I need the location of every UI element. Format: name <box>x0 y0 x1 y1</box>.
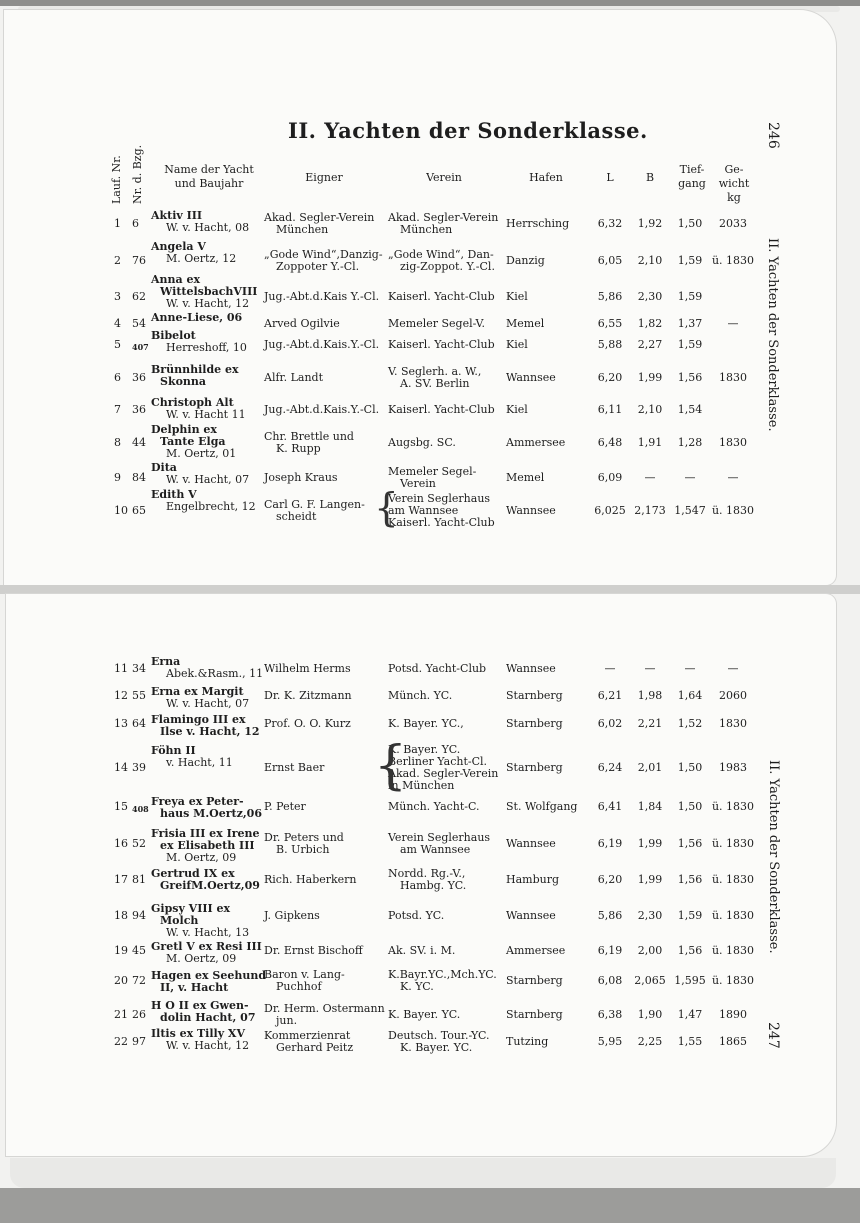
row-owner: J. Gipkens <box>264 909 320 922</box>
row-harbor: Starnberg <box>506 974 563 987</box>
row-owner: Akad. Segler-Verein <box>264 211 375 224</box>
row-builder-year: W. v. Hacht, 13 <box>166 926 250 939</box>
row-yacht-name: Erna ex Margit <box>151 685 244 698</box>
brace-mark: { <box>374 486 399 531</box>
row-length: 5,86 <box>597 290 623 303</box>
row-draft: 1,50 <box>677 800 703 813</box>
row-club: V. Seglerh. a. W., <box>388 365 482 378</box>
row-draft: 1,59 <box>677 254 703 267</box>
row-lauf-nr: 8 <box>114 436 121 449</box>
row-owner: Dr. Peters und <box>264 831 344 844</box>
row-lauf-nr: 12 <box>114 689 128 702</box>
row-owner: jun. <box>276 1014 298 1027</box>
row-club: Verein Seglerhaus <box>388 492 491 505</box>
row-yacht-name-cont: Ilse v. Hacht, 12 <box>160 725 260 738</box>
row-beam: 2,25 <box>637 1035 663 1048</box>
row-club: „Gode Wind“, Dan- <box>388 248 494 261</box>
row-length: 5,86 <box>597 909 623 922</box>
row-draft: — <box>684 662 696 675</box>
row-lauf-nr: 14 <box>114 761 128 774</box>
row-owner: Wilhelm Herms <box>264 662 351 675</box>
row-nr-bzg: 52 <box>132 837 146 850</box>
row-nr-bzg: 65 <box>132 504 146 517</box>
row-owner: Prof. O. O. Kurz <box>264 717 351 730</box>
row-draft: 1,547 <box>674 504 706 517</box>
row-nr-bzg: 39 <box>132 761 146 774</box>
row-owner: Puchhof <box>276 980 322 993</box>
row-nr-bzg: 407 <box>132 342 149 352</box>
row-yacht-name-cont: ex Elisabeth III <box>160 839 255 852</box>
row-draft: — <box>684 471 696 484</box>
row-owner: Ernst Baer <box>264 761 325 774</box>
row-nr-bzg: 408 <box>132 804 149 814</box>
header-verein: Verein <box>426 171 462 184</box>
row-length: 6,41 <box>597 800 623 813</box>
row-weight: ü. 1830 <box>711 800 755 813</box>
row-yacht-name: Gipsy VIII ex <box>151 902 231 915</box>
row-owner: München <box>276 223 329 236</box>
row-owner: „Gode Wind“,Danzig- <box>264 248 383 261</box>
row-weight: 1865 <box>719 1035 747 1048</box>
row-length: 6,09 <box>597 471 623 484</box>
row-harbor: Danzig <box>506 254 545 267</box>
row-harbor: Ammersee <box>506 944 566 957</box>
header-lauf-nr: Lauf. Nr. <box>110 155 123 204</box>
row-club: Nordd. Rg.-V., <box>388 867 466 880</box>
row-nr-bzg: 26 <box>132 1008 146 1021</box>
brace-mark: { <box>374 736 408 796</box>
row-length: 6,02 <box>597 717 623 730</box>
row-yacht-name: Brünnhilde ex <box>151 363 239 376</box>
row-club: Berliner Yacht-Cl. <box>388 755 488 768</box>
row-weight: ü. 1830 <box>711 944 755 957</box>
row-nr-bzg: 84 <box>132 471 146 484</box>
row-builder-year: W. v. Hacht, 12 <box>166 297 250 310</box>
row-beam: 2,01 <box>637 761 663 774</box>
row-club: Potsd. Yacht-Club <box>388 662 487 675</box>
row-harbor: Memel <box>506 317 545 330</box>
row-harbor: Starnberg <box>506 689 563 702</box>
page-edge-bottom <box>10 1158 836 1188</box>
row-draft: 1,64 <box>677 689 703 702</box>
row-builder-year: M. Oertz, 12 <box>166 252 237 265</box>
row-lauf-nr: 21 <box>114 1008 128 1021</box>
row-nr-bzg: 97 <box>132 1035 146 1048</box>
row-weight: — <box>727 317 739 330</box>
row-harbor: Wannsee <box>506 504 556 517</box>
row-club: Augsbg. SC. <box>388 436 456 449</box>
row-lauf-nr: 1 <box>114 217 121 230</box>
header-name: Name der Yacht und Baujahr <box>164 163 254 190</box>
row-yacht-name-cont: GreifM.Oertz,09 <box>160 879 260 892</box>
row-beam: 1,84 <box>637 800 663 813</box>
row-owner: K. Rupp <box>276 442 321 455</box>
row-beam: 2,10 <box>637 403 663 416</box>
row-weight: ü. 1830 <box>711 974 755 987</box>
row-club: Kaiserl. Yacht-Club <box>388 338 495 351</box>
row-club: Münch. Yacht-C. <box>388 800 480 813</box>
row-beam: 2,27 <box>637 338 663 351</box>
row-yacht-name: Gertrud IX ex <box>151 867 235 880</box>
row-club: Potsd. YC. <box>388 909 445 922</box>
row-length: 6,38 <box>597 1008 623 1021</box>
row-yacht-name: Dita <box>151 461 177 474</box>
row-owner: Dr. Ernst Bischoff <box>264 944 363 957</box>
row-lauf-nr: 9 <box>114 471 121 484</box>
row-owner: Jug.-Abt.d.Kais.Y.-Cl. <box>264 338 380 351</box>
row-builder-year: Herreshoff, 10 <box>166 341 247 354</box>
row-nr-bzg: 76 <box>132 254 146 267</box>
row-nr-bzg: 45 <box>132 944 146 957</box>
row-club: Memeler Segel-V. <box>388 317 486 330</box>
row-draft: 1,54 <box>677 403 703 416</box>
row-beam: 2,21 <box>637 717 663 730</box>
row-builder-year: Abek.&Rasm., 11 <box>166 667 264 680</box>
row-nr-bzg: 36 <box>132 371 146 384</box>
row-lauf-nr: 5 <box>114 338 121 351</box>
row-club: A. SV. Berlin <box>400 377 470 390</box>
row-yacht-name: Gretl V ex Resi III <box>151 940 262 953</box>
row-length: 6,55 <box>597 317 623 330</box>
row-yacht-name: Anne-Liese, 06 <box>151 311 243 324</box>
row-yacht-name-cont: haus M.Oertz,06 <box>160 807 262 820</box>
row-beam: 2,065 <box>634 974 666 987</box>
page-seam <box>0 585 860 594</box>
row-yacht-name-cont: WittelsbachVIII <box>160 285 258 298</box>
row-length: 6,21 <box>597 689 623 702</box>
row-owner: Jug.-Abt.d.Kais.Y.-Cl. <box>264 403 380 416</box>
row-draft: 1,56 <box>677 873 703 886</box>
row-yacht-name: Frisia III ex Irene <box>151 827 260 840</box>
row-harbor: Wannsee <box>506 662 556 675</box>
row-lauf-nr: 3 <box>114 290 121 303</box>
row-harbor: Wannsee <box>506 837 556 850</box>
row-owner: P. Peter <box>264 800 306 813</box>
scan-border-bottom <box>0 1188 860 1223</box>
row-length: 6,19 <box>597 837 623 850</box>
row-harbor: Hamburg <box>506 873 560 886</box>
row-harbor: St. Wolfgang <box>506 800 578 813</box>
row-yacht-name: Edith V <box>151 488 197 501</box>
row-harbor: Starnberg <box>506 717 563 730</box>
row-beam: 1,99 <box>637 371 663 384</box>
row-lauf-nr: 11 <box>114 662 128 675</box>
row-length: 6,20 <box>597 873 623 886</box>
row-owner: Kommerzienrat <box>264 1029 351 1042</box>
row-club: am Wannsee <box>400 843 471 856</box>
row-builder-year: Engelbrecht, 12 <box>166 500 256 513</box>
row-weight: 1890 <box>719 1008 747 1021</box>
row-builder-year: W. v. Hacht, 07 <box>166 697 250 710</box>
row-builder-year: M. Oertz, 01 <box>166 447 237 460</box>
row-length: 6,05 <box>597 254 623 267</box>
row-nr-bzg: 81 <box>132 873 146 886</box>
row-lauf-nr: 4 <box>114 317 121 330</box>
row-beam: 1,90 <box>637 1008 663 1021</box>
row-yacht-name: Hagen ex Seehund <box>151 969 267 982</box>
row-harbor: Kiel <box>506 403 528 416</box>
row-club: Verein <box>400 477 436 490</box>
row-beam: 1,92 <box>637 217 663 230</box>
row-yacht-name-cont: Skonna <box>160 375 207 388</box>
row-lauf-nr: 16 <box>114 837 128 850</box>
row-lauf-nr: 19 <box>114 944 128 957</box>
row-owner: Dr. K. Zitzmann <box>264 689 352 702</box>
row-weight: ü. 1830 <box>711 909 755 922</box>
row-weight: — <box>727 471 739 484</box>
header-hafen: Hafen <box>529 171 563 184</box>
row-weight: ü. 1830 <box>711 254 755 267</box>
row-draft: 1,28 <box>677 436 703 449</box>
row-draft: 1,59 <box>677 290 703 303</box>
row-yacht-name: Delphin ex <box>151 423 217 436</box>
row-yacht-name: Bibelot <box>151 329 196 342</box>
header-nr-bzg: Nr. d. Bzg. <box>131 144 144 204</box>
row-yacht-name-cont: Molch <box>160 914 199 927</box>
row-yacht-name-cont: Tante Elga <box>160 435 226 448</box>
row-owner: scheidt <box>276 510 317 523</box>
row-club: K.Bayr.YC.,Mch.YC. <box>388 968 497 981</box>
row-length: 6,48 <box>597 436 623 449</box>
row-yacht-name: Angela V <box>151 240 206 253</box>
row-lauf-nr: 20 <box>114 974 128 987</box>
row-builder-year: M. Oertz, 09 <box>166 952 237 965</box>
row-club: Kaiserl. Yacht-Club <box>388 290 495 303</box>
row-owner: Gerhard Peitz <box>276 1041 354 1054</box>
row-club: München <box>400 223 453 236</box>
row-owner: Alfr. Landt <box>264 371 323 384</box>
row-owner: Zoppoter Y.-Cl. <box>276 260 360 273</box>
row-nr-bzg: 6 <box>132 217 139 230</box>
row-harbor: Tutzing <box>506 1035 549 1048</box>
row-lauf-nr: 7 <box>114 403 121 416</box>
row-length: 6,24 <box>597 761 623 774</box>
row-yacht-name: H O II ex Gwen- <box>151 999 249 1012</box>
page-title: II. Yachten der Sonderklasse. <box>288 118 648 143</box>
row-beam: 2,30 <box>637 909 663 922</box>
row-length: 6,20 <box>597 371 623 384</box>
row-club: K. Bayer. YC. <box>388 1008 461 1021</box>
row-yacht-name: Christoph Alt <box>151 396 234 409</box>
row-club: zig-Zoppot. Y.-Cl. <box>400 260 495 273</box>
row-draft: 1,595 <box>674 974 706 987</box>
row-nr-bzg: 94 <box>132 909 146 922</box>
row-owner: Baron v. Lang- <box>264 968 345 981</box>
row-weight: ü. 1830 <box>711 504 755 517</box>
row-draft: 1,56 <box>677 837 703 850</box>
row-club: K. YC. <box>400 980 434 993</box>
row-draft: 1,56 <box>677 944 703 957</box>
running-head-top: II. Yachten der Sonderklasse. <box>765 238 780 432</box>
row-length: 6,11 <box>597 403 623 416</box>
row-yacht-name: Erna <box>151 655 181 668</box>
row-harbor: Starnberg <box>506 1008 563 1021</box>
row-nr-bzg: 44 <box>132 436 146 449</box>
header-gewicht: Ge- wicht kg <box>718 163 750 204</box>
row-beam: 2,173 <box>634 504 666 517</box>
row-club: in München <box>388 779 455 792</box>
row-draft: 1,55 <box>677 1035 703 1048</box>
row-nr-bzg: 54 <box>132 317 146 330</box>
row-nr-bzg: 64 <box>132 717 146 730</box>
row-draft: 1,50 <box>677 761 703 774</box>
row-weight: 2033 <box>719 217 747 230</box>
page-number-bottom: 247 <box>765 1022 781 1049</box>
row-weight: 1983 <box>719 761 747 774</box>
row-draft: 1,59 <box>677 909 703 922</box>
row-length: 6,08 <box>597 974 623 987</box>
row-lauf-nr: 6 <box>114 371 121 384</box>
header-tiefgang: Tief- gang <box>678 163 706 190</box>
row-yacht-name: Freya ex Peter- <box>151 795 244 808</box>
row-length: 5,88 <box>597 338 623 351</box>
row-owner: B. Urbich <box>276 843 330 856</box>
row-length: 6,025 <box>594 504 626 517</box>
row-club: Ak. SV. i. M. <box>388 944 456 957</box>
row-draft: 1,50 <box>677 217 703 230</box>
row-weight: — <box>727 662 739 675</box>
row-builder-year: v. Hacht, 11 <box>166 756 233 769</box>
row-harbor: Wannsee <box>506 909 556 922</box>
row-club: Deutsch. Tour.-YC. <box>388 1029 490 1042</box>
row-beam: 1,91 <box>637 436 663 449</box>
row-owner: Chr. Brettle und <box>264 430 354 443</box>
row-harbor: Memel <box>506 471 545 484</box>
row-club: Akad. Segler-Verein <box>388 767 499 780</box>
row-harbor: Starnberg <box>506 761 563 774</box>
row-owner: Dr. Herm. Ostermann <box>264 1002 385 1015</box>
row-draft: 1,37 <box>677 317 703 330</box>
row-lauf-nr: 2 <box>114 254 121 267</box>
row-club: Memeler Segel- <box>388 465 477 478</box>
page-number-top: 246 <box>765 122 781 149</box>
row-club: K. Bayer. YC. <box>388 743 461 756</box>
row-beam: 1,99 <box>637 837 663 850</box>
row-beam: 1,82 <box>637 317 663 330</box>
row-draft: 1,59 <box>677 338 703 351</box>
row-yacht-name: Aktiv III <box>151 209 203 222</box>
row-owner: Joseph Kraus <box>264 471 338 484</box>
row-builder-year: W. v. Hacht, 07 <box>166 473 250 486</box>
row-weight: 1830 <box>719 371 747 384</box>
row-owner: Rich. Haberkern <box>264 873 357 886</box>
row-beam: — <box>644 471 656 484</box>
row-beam: 1,98 <box>637 689 663 702</box>
row-draft: 1,52 <box>677 717 703 730</box>
row-harbor: Kiel <box>506 290 528 303</box>
row-harbor: Ammersee <box>506 436 566 449</box>
row-club: Akad. Segler-Verein <box>388 211 499 224</box>
row-owner: Carl G. F. Langen- <box>264 498 365 511</box>
row-nr-bzg: 36 <box>132 403 146 416</box>
row-length: 6,32 <box>597 217 623 230</box>
row-yacht-name: Anna ex <box>151 273 201 286</box>
row-length: — <box>604 662 616 675</box>
row-beam: — <box>644 662 656 675</box>
row-weight: 1830 <box>719 717 747 730</box>
row-nr-bzg: 55 <box>132 689 146 702</box>
row-weight: 2060 <box>719 689 747 702</box>
row-harbor: Wannsee <box>506 371 556 384</box>
row-club: am Wannsee <box>388 504 459 517</box>
row-harbor: Herrsching <box>506 217 570 230</box>
row-yacht-name-cont: dolin Hacht, 07 <box>160 1011 256 1024</box>
row-lauf-nr: 15 <box>114 800 128 813</box>
row-beam: 2,00 <box>637 944 663 957</box>
row-weight: 1830 <box>719 436 747 449</box>
row-draft: 1,56 <box>677 371 703 384</box>
header-eigner: Eigner <box>305 171 343 184</box>
row-club: K. Bayer. YC. <box>400 1041 473 1054</box>
row-lauf-nr: 22 <box>114 1035 128 1048</box>
row-yacht-name: Iltis ex Tilly XV <box>151 1027 246 1040</box>
row-club: Verein Seglerhaus <box>388 831 491 844</box>
row-yacht-name: Föhn II <box>151 744 196 757</box>
row-harbor: Kiel <box>506 338 528 351</box>
row-builder-year: M. Oertz, 09 <box>166 851 237 864</box>
row-yacht-name: Flamingo III ex <box>151 713 246 726</box>
row-beam: 1,99 <box>637 873 663 886</box>
row-lauf-nr: 17 <box>114 873 128 886</box>
row-builder-year: W. v. Hacht, 12 <box>166 1039 250 1052</box>
row-lauf-nr: 18 <box>114 909 128 922</box>
row-length: 6,19 <box>597 944 623 957</box>
row-owner: Arved Ogilvie <box>264 317 340 330</box>
row-weight: ü. 1830 <box>711 873 755 886</box>
row-yacht-name-cont: II, v. Hacht <box>160 981 229 994</box>
row-builder-year: W. v. Hacht 11 <box>166 408 246 421</box>
row-club: Münch. YC. <box>388 689 453 702</box>
row-beam: 2,30 <box>637 290 663 303</box>
row-builder-year: W. v. Hacht, 08 <box>166 221 250 234</box>
row-nr-bzg: 62 <box>132 290 146 303</box>
row-club: K. Bayer. YC., <box>388 717 464 730</box>
header-b: B <box>645 171 655 184</box>
row-weight: ü. 1830 <box>711 837 755 850</box>
row-draft: 1,47 <box>677 1008 703 1021</box>
row-club: Hambg. YC. <box>400 879 467 892</box>
row-owner: Jug.-Abt.d.Kais Y.-Cl. <box>264 290 380 303</box>
row-nr-bzg: 72 <box>132 974 146 987</box>
row-length: 5,95 <box>597 1035 623 1048</box>
row-lauf-nr: 10 <box>114 504 128 517</box>
row-nr-bzg: 34 <box>132 662 146 675</box>
row-beam: 2,10 <box>637 254 663 267</box>
header-l: L <box>606 171 614 184</box>
row-club: Kaiserl. Yacht-Club <box>388 403 495 416</box>
row-lauf-nr: 13 <box>114 717 128 730</box>
row-club: Kaiserl. Yacht-Club <box>388 516 495 529</box>
running-head-bottom: II. Yachten der Sonderklasse. <box>766 760 781 954</box>
